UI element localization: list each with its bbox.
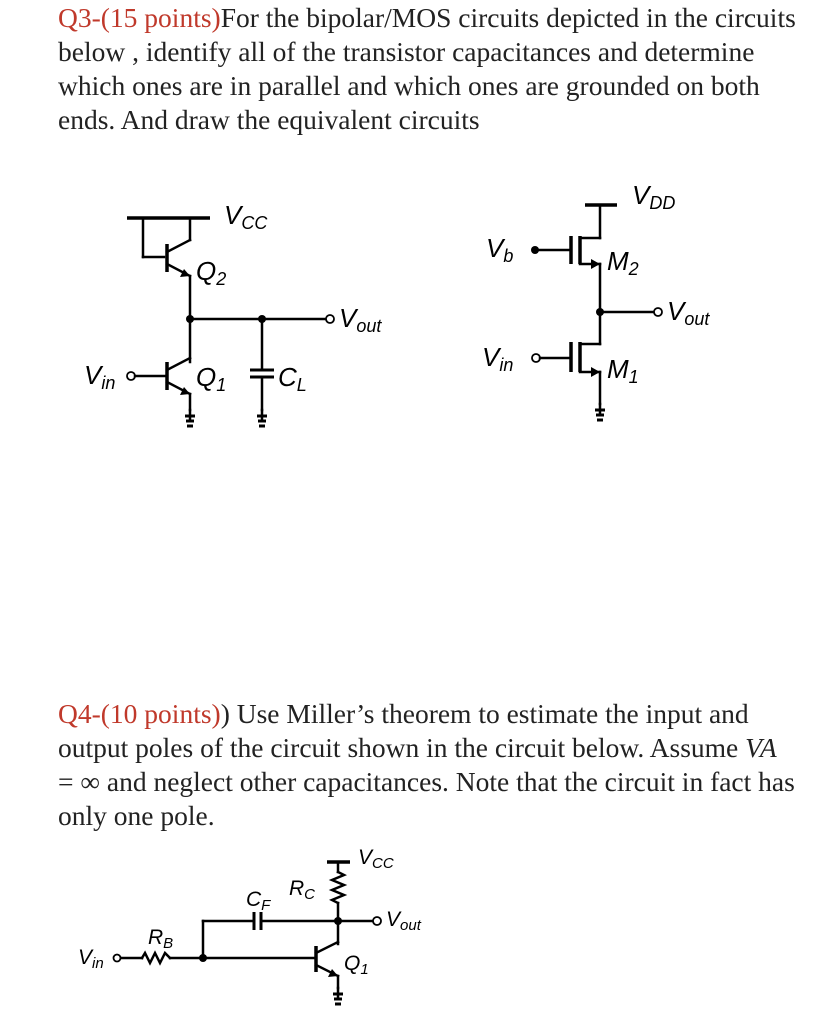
- vdd-label-b: VDD: [632, 180, 676, 213]
- capacitor-cf: [203, 912, 338, 930]
- transistor-m1: [571, 342, 600, 377]
- transistor-q1: [167, 358, 190, 395]
- vin-label-c: Vin: [78, 946, 104, 972]
- rc-label: RC: [289, 877, 316, 903]
- vcc-label-c: VCC: [358, 846, 394, 872]
- capacitor-cl: [250, 319, 274, 426]
- circuit-c: [78, 846, 422, 1004]
- transistor-q2: [167, 240, 190, 277]
- vcc-label-a: VCC: [224, 200, 268, 233]
- cl-label: CL: [278, 362, 307, 395]
- transistor-q1-c: [316, 942, 338, 977]
- vout-label-a: Vout: [339, 303, 382, 336]
- q3-header: Q3-(15 points): [58, 2, 221, 33]
- m1-label: M1: [607, 354, 639, 387]
- cf-label: CF: [246, 888, 271, 914]
- m2-label: M2: [607, 246, 639, 279]
- q4-header: Q4-(10 points): [58, 698, 221, 729]
- q4-body-1: ) Use Miller’s theorem to estimate the input and output poles of the circuit shown in the circuit below. Assume: [58, 698, 749, 763]
- vb-label: Vb: [486, 233, 514, 266]
- vin-terminal-c: [114, 955, 121, 962]
- q1-label-c: Q1: [344, 952, 369, 978]
- circuit-b: [482, 180, 710, 420]
- vout-terminal-a: [326, 315, 334, 323]
- vout-label-b: Vout: [667, 296, 710, 329]
- vin-label-b: Vin: [482, 342, 514, 375]
- vout-label-c: Vout: [386, 908, 421, 934]
- q3-body: For the bipolar/MOS circuits depicted in the circuits below , identify all of the transistor capacitances and determine which ones are in parallel and which ones are grounded on both ends. And draw the equivalent circuits: [58, 2, 796, 135]
- resistor-rc: [332, 872, 344, 903]
- q4-va: VA: [745, 732, 777, 763]
- q4-body-2: = ∞ and neglect other capacitances. Note that the circuit in fact has only one pole.: [58, 766, 795, 831]
- vout-terminal-c: [373, 917, 381, 925]
- vin-label-a: Vin: [84, 360, 116, 393]
- q2-label: Q2: [196, 256, 227, 289]
- vout-terminal-b: [654, 308, 662, 316]
- transistor-m2: [571, 236, 600, 269]
- rb-label: RB: [148, 926, 174, 952]
- q1-label-a: Q1: [196, 362, 227, 395]
- circuit-a: [84, 200, 382, 426]
- resistor-rb: [142, 953, 170, 963]
